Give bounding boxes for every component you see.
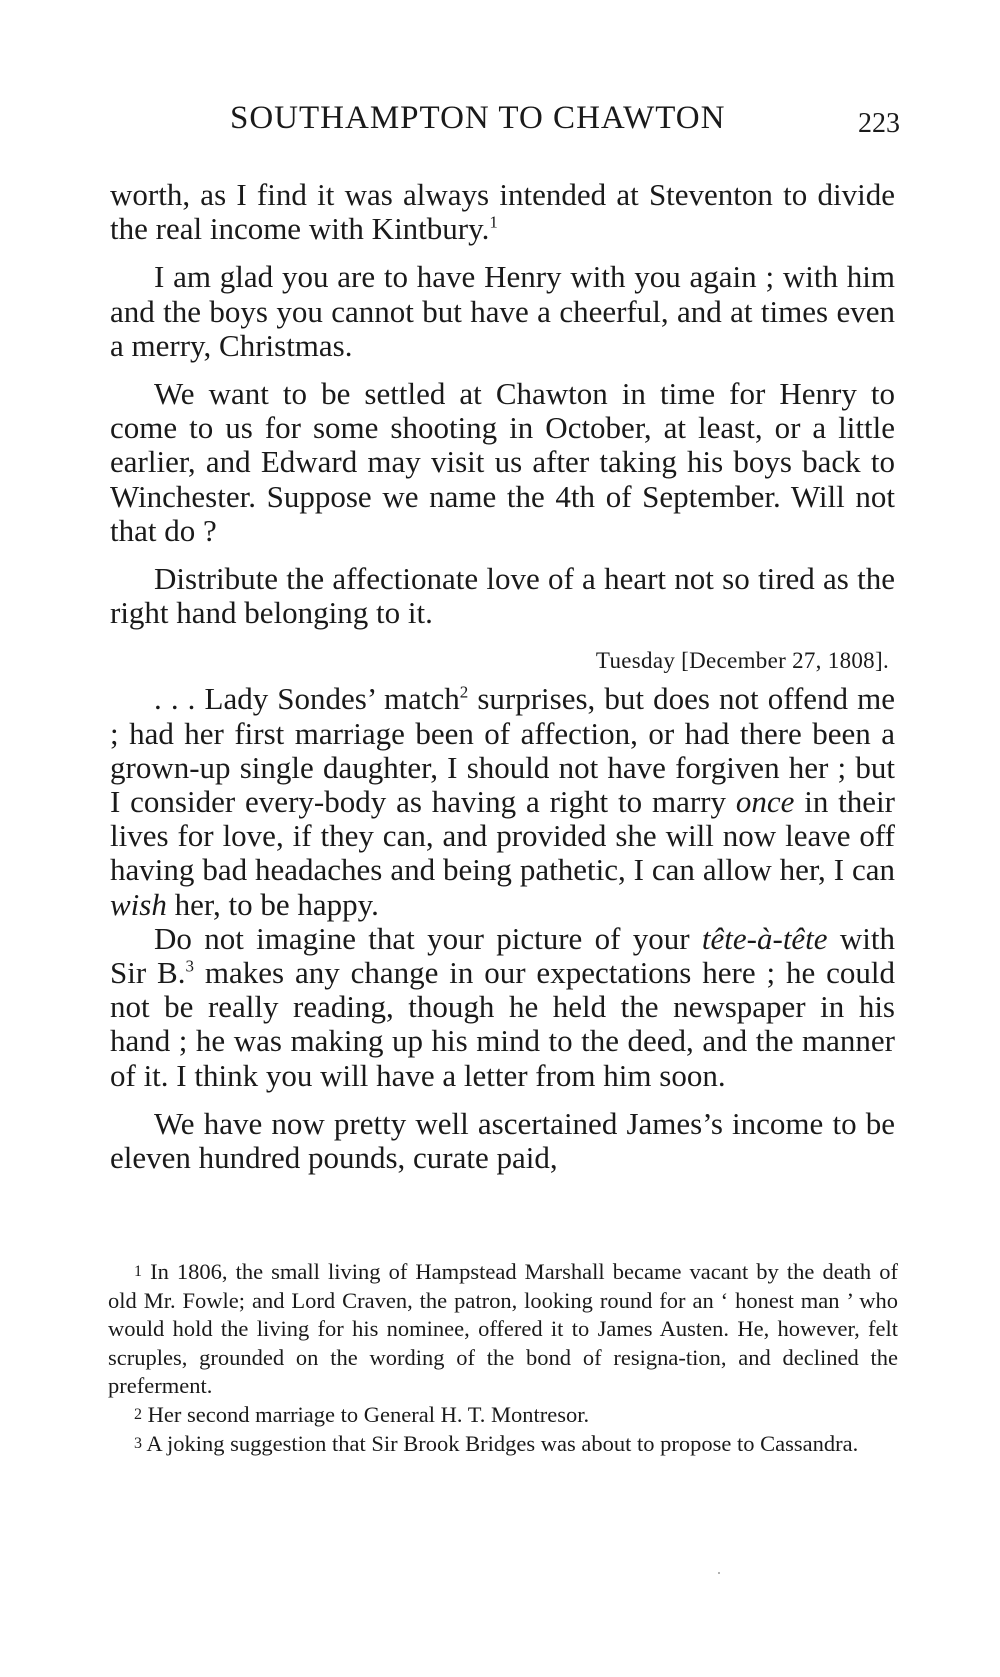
footnote-2-mark: 2 [134, 1405, 142, 1423]
paragraph-1 [110, 178, 895, 246]
paragraph-6-text-a: Do not imagine that your picture of your [154, 920, 702, 956]
paragraph-5-text-d: her, to be happy. [166, 886, 379, 922]
footnote-ref-3: 3 [185, 956, 194, 976]
paragraph-2: I am glad you are to have Henry with you again ; with him and the boys you cannot but have a cheerful, and at times even a merry, Christmas. [110, 259, 895, 363]
footnote-ref-1: 1 [489, 212, 498, 232]
paragraph-6-text-b: with Sir B. [110, 920, 895, 991]
running-title: SOUTHAMPTON TO CHAWTON [230, 100, 726, 136]
paper-speck [718, 1572, 720, 1574]
paragraph-5-text-b: surprises, but does not offend me ; had her first marriage been of affection, or had there been a grown-up single daughter, I should not have forgiven her ; but I consider every-body as having a right to marry [110, 681, 895, 820]
paragraph-5 [110, 682, 895, 921]
footnote-3 [108, 1430, 898, 1459]
footnote-3-mark: 3 [134, 1434, 142, 1452]
paragraph-7: We have now pretty well ascertained James’s income to be eleven hundred pounds, curate paid, [110, 1105, 895, 1176]
letter-date: Tuesday [December 27, 1808]. [595, 648, 889, 674]
footnote-2-text: Her second marriage to General H. T. Montresor. [147, 1401, 590, 1427]
page-header [110, 98, 900, 142]
paragraph-4: Distribute the affectionate love of a heart not so tired as the right hand belonging to it. [110, 561, 895, 631]
emphasis-wish: wish [110, 886, 167, 922]
paragraph-5-text-a: . . . Lady Sondes’ match [154, 681, 460, 717]
footnote-ref-2: 2 [459, 683, 469, 703]
page-number: 223 [858, 108, 900, 139]
paragraph-5-text-c: in their lives for love, if they can, and provided she will now leave off having bad headaches and being pathetic, I can allow her, I can [110, 784, 895, 888]
main-text [110, 178, 895, 1175]
paragraph-3: We want to be settled at Chawton in time for Henry to come to us for some shooting in October, at least, or a little earlier, and Edward may visit us after taking his boys back to Winchester. Suppose we name the 4th of September. Will not that do ? [110, 376, 895, 548]
paragraph-6-text-c: makes any change in our expectations here ; he could not be really reading, though he held the newspaper in his hand ; he was making up his mind to the deed, and the manner of it. I think you will have a letter from him soon. [110, 955, 895, 1093]
footnote-2 [108, 1401, 898, 1430]
footnote-1 [108, 1258, 898, 1401]
paragraph-1-text: worth, as I find it was always intended at Steventon to divide the real income with Kintbury. [110, 177, 895, 247]
paragraph-6 [110, 922, 895, 1093]
emphasis-once: once [735, 784, 795, 820]
footnote-1-text: In 1806, the small living of Hampstead Marshall became vacant by the death of old Mr. Fowle; and Lord Craven, the patron, looking round for an ‘ honest man ’ who would hold the living for his nominee, offered it to James Austen. He, however, felt scruples, grounded on the wording of the bond of resigna-tion, and declined the preferment. [108, 1259, 898, 1399]
footnote-1-mark: 1 [134, 1263, 142, 1280]
emphasis-tete-a-tete: tête-à-tête [701, 920, 828, 956]
footnote-3-text: A joking suggestion that Sir Brook Bridges was about to propose to Cassandra. [146, 1430, 859, 1456]
footnotes [108, 1258, 898, 1458]
